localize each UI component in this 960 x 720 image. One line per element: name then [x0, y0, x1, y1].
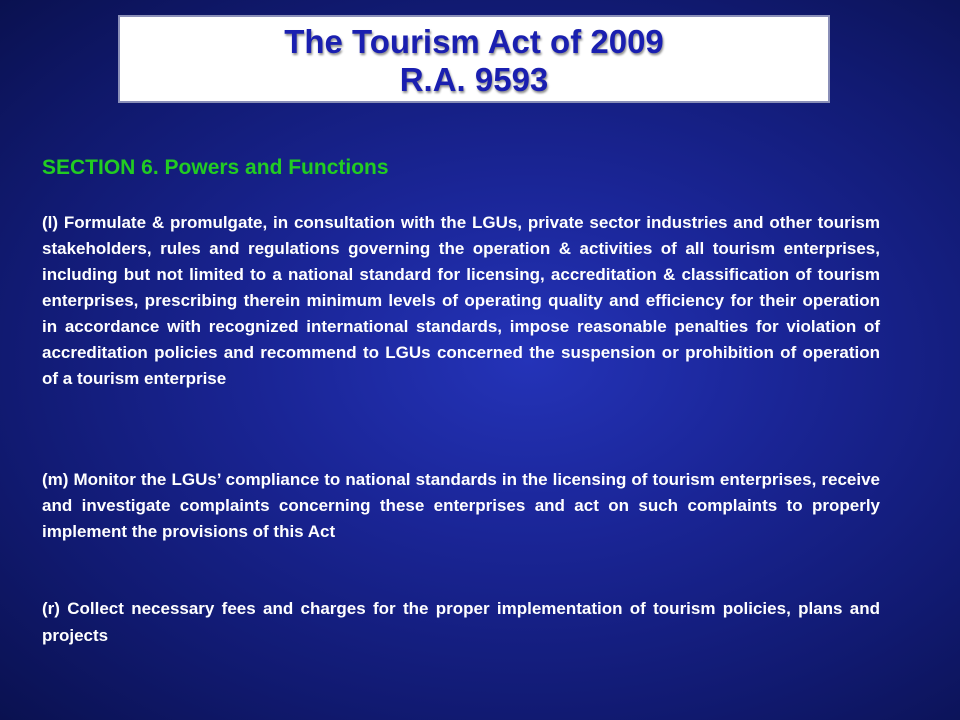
provision-r: (r) Collect necessary fees and charges for the proper implementation of tourism policies, plans and projects [42, 599, 880, 645]
section-heading: SECTION 6. Powers and Functions [42, 156, 389, 179]
provision-l: (l) Formulate & promulgate, in consultation with the LGUs, private sector industries and other tourism stakeholders, rules and regulations governing the operation & activities of all tourism enterprises, including but not limited to a national standard for licensing, accreditation & classification of tourism enterprises, prescribing therein minimum levels of operating quality and efficiency for their operation in accordance with recognized international standards, impose reasonable penalties for violation of accreditation policies and recommend to LGUs concerned the suspension or prohibition of operation of a tourism enterprise [42, 213, 880, 388]
provision-m: (m) Monitor the LGUs’ compliance to national standards in the licensing of tourism enterprises, receive and investigate complaints concerning these enterprises and act on such complaints to properly implement the provisions of this Act [42, 470, 880, 541]
title-box [118, 15, 830, 103]
slide-subtitle: R.A. 9593 [399, 61, 549, 98]
slide-title: The Tourism Act of 2009 [284, 23, 664, 60]
